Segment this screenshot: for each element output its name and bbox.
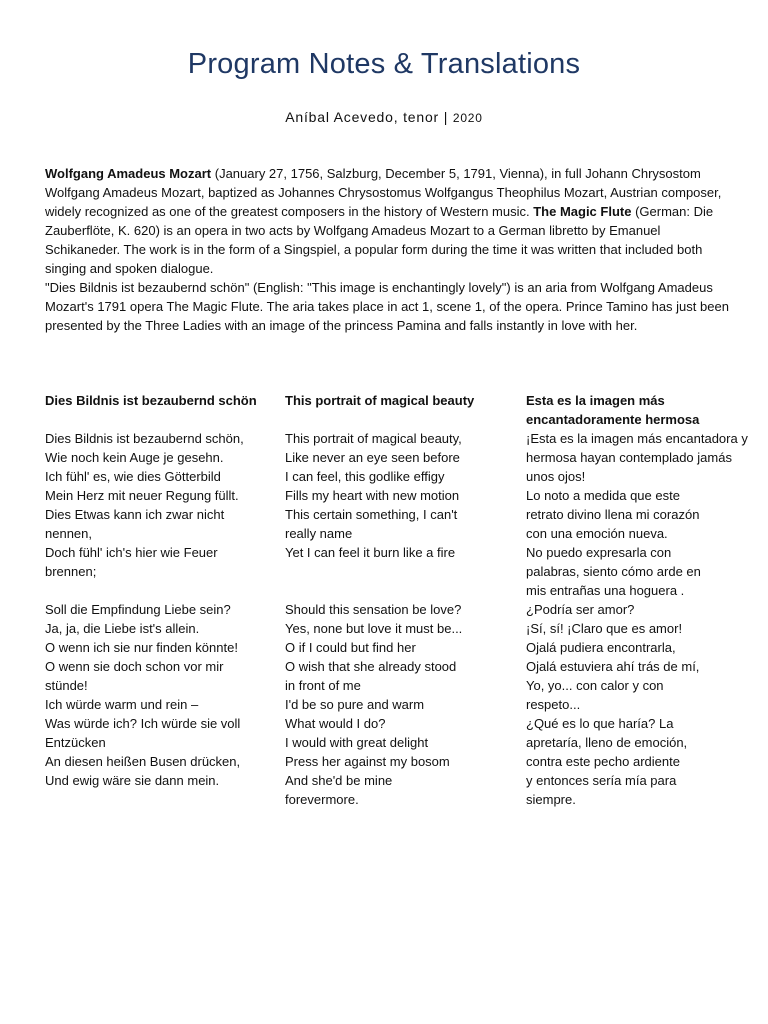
lyric-line: Doch fühl' ich's hier wie Feuer: [45, 545, 218, 560]
lyric-line: respeto...: [526, 697, 581, 712]
lyric-line: Wie noch kein Auge je gesehn.: [45, 450, 224, 465]
stanza-gap: [285, 562, 510, 581]
page-title: Program Notes & Translations: [187, 48, 581, 80]
lyric-line: contra este pecho ardiente: [526, 754, 680, 769]
lyric-line: palabras, siento cómo arde en: [526, 564, 701, 579]
lyric-line: O wenn ich sie nur finden könnte!: [45, 640, 238, 655]
lyric-line: O wenn sie doch schon vor mir: [45, 659, 224, 674]
lyric-line: Ojalá estuviera ahí trás de mí,: [526, 659, 700, 674]
lyric-line: ¿Podría ser amor?: [526, 602, 635, 617]
lyric-line: I can feel, this godlike effigy: [285, 469, 445, 484]
lyric-line: Soll die Empfindung Liebe sein?: [45, 602, 231, 617]
lyric-line: Yes, none but love it must be...: [285, 621, 463, 636]
program-notes: [45, 164, 735, 335]
lyric-line: Ojalá pudiera encontrarla,: [526, 640, 676, 655]
column-heading: Dies Bildnis ist bezaubernd schön: [45, 393, 257, 408]
lyric-line: An diesen heißen Busen drücken,: [45, 754, 241, 769]
opera-description: (German: Die Zauberflöte, K. 620) is an opera in two acts by Wolfgang Amadeus Mozart to a German libretto by Emanuel Schikaneder. The work is in the form of a Singspiel, a popular form during the time it was written that included both singing and spoken dialogue.: [45, 204, 714, 276]
lyric-line: Und ewig wäre sie dann mein.: [45, 773, 220, 788]
lyric-line: Mein Herz mit neuer Regung füllt.: [45, 488, 239, 503]
stanza-gap: [45, 581, 270, 600]
lyric-line: Lo noto a medida que este: [526, 488, 680, 503]
lyric-line: really name: [285, 526, 353, 541]
lyric-line: ¡Sí, sí! ¡Claro que es amor!: [526, 621, 683, 636]
lyric-line: This certain something, I can't: [285, 507, 458, 522]
lyric-line: nennen,: [45, 526, 92, 541]
lyric-line: Was würde ich? Ich würde sie voll: [45, 716, 241, 731]
opera-name: The Magic Flute: [533, 204, 632, 219]
lyric-line: Yet I can feel it burn like a fire: [285, 545, 456, 560]
lyric-line: Dies Bildnis ist bezaubernd schön,: [45, 431, 244, 446]
lyric-line: Entzücken: [45, 735, 106, 750]
stanza-gap: [45, 410, 270, 429]
lyric-line: y entonces sería mía para: [526, 773, 677, 788]
lyric-line: Should this sensation be love?: [285, 602, 462, 617]
lyric-line: Ich würde warm und rein –: [45, 697, 199, 712]
lyric-line: No puedo expresarla con: [526, 545, 672, 560]
lyric-line: stünde!: [45, 678, 88, 693]
lyric-line: I would with great delight: [285, 735, 429, 750]
lyric-line: in front of me: [285, 678, 361, 693]
lyric-line: siempre.: [526, 792, 576, 807]
aria-paragraph: "Dies Bildnis ist bezaubernd schön" (English: "This image is enchantingly lovely") is an aria from Wolfgang Amadeus Mozart's 1791 opera The Magic Flute. The aria takes place in act 1, scene 1, of the opera. Prince Tamino has just been presented by the Three Ladies with an image of the princess Pamina and falls instantly in love with her.: [45, 280, 729, 333]
composer-description: (January 27, 1756, Salzburg, December 5, 1791, Vienna), in full Johann Chrysostom Wolfgang Amadeus Mozart, baptized as Johannes Chrysostomus Wolfgangus Theophilus Mozart, Austrian composer, widely recognized as one of the greatest composers in the history of Western music.: [45, 166, 722, 219]
lyric-line: unos ojos!: [526, 469, 586, 484]
stanza-gap: [285, 410, 510, 429]
lyric-line: ¿Qué es lo que haría? La: [526, 716, 674, 731]
lyric-line: Ich fühl' es, wie dies Götterbild: [45, 469, 221, 484]
lyric-line: Fills my heart with new motion: [285, 488, 460, 503]
program-year: 2020: [452, 111, 483, 125]
lyric-line: apretaría, lleno de emoción,: [526, 735, 688, 750]
stanza-gap: [285, 581, 510, 600]
lyric-line: Like never an eye seen before: [285, 450, 460, 465]
lyric-line: O wish that she already stood: [285, 659, 457, 674]
lyric-line: con una emoción nueva.: [526, 526, 668, 541]
spanish-translation-column: [526, 391, 764, 809]
column-heading: encantadoramente hermosa: [526, 412, 700, 427]
lyric-line: brennen;: [45, 564, 97, 579]
lyric-line: This portrait of magical beauty,: [285, 431, 462, 446]
column-heading: Esta es la imagen más: [526, 393, 665, 408]
lyric-line: I'd be so pure and warm: [285, 697, 425, 712]
performer-name: Aníbal Acevedo, tenor |: [285, 109, 453, 125]
lyric-line: retrato divino llena mi corazón: [526, 507, 700, 522]
lyric-line: O if I could but find her: [285, 640, 416, 655]
lyric-line: What would I do?: [285, 716, 386, 731]
lyric-line: Press her against my bosom: [285, 754, 450, 769]
lyric-line: Dies Etwas kann ich zwar nicht: [45, 507, 225, 522]
lyric-line: mis entrañas una hoguera .: [526, 583, 685, 598]
lyric-line: Ja, ja, die Liebe ist's allein.: [45, 621, 200, 636]
lyric-line: forevermore.: [285, 792, 359, 807]
english-translation-column: [285, 391, 510, 809]
lyric-line: Yo, yo... con calor y con: [526, 678, 664, 693]
lyric-line: ¡Esta es la imagen más encantadora y: [526, 431, 748, 446]
composer-name: Wolfgang Amadeus Mozart: [45, 166, 212, 181]
lyric-line: And she'd be mine: [285, 773, 393, 788]
lyric-line: hermosa hayan contemplado jamás: [526, 450, 732, 465]
composer-paragraph: [45, 164, 735, 278]
german-text-column: [45, 391, 270, 790]
column-heading: This portrait of magical beauty: [285, 393, 475, 408]
performer-line: [0, 109, 768, 125]
